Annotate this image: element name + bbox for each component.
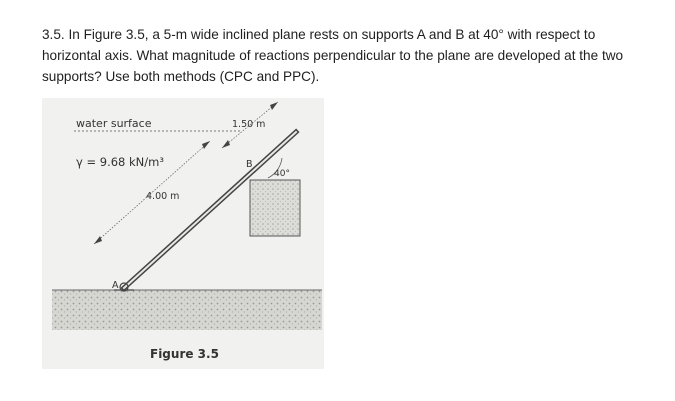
- dimension-arrow-lower-icon: [222, 140, 230, 148]
- ground: [52, 290, 322, 330]
- figure-3-5: [42, 98, 324, 369]
- dimension-arrow-start-icon: [94, 236, 102, 244]
- dimension-arrow-end-icon: [202, 141, 210, 149]
- water-surface-label: water surface: [76, 117, 152, 130]
- overhang-label: 1.50 m: [232, 119, 266, 130]
- unit-weight-label: γ = 9.68 kN/m³: [76, 155, 164, 169]
- length-label: 4.00 m: [146, 191, 180, 202]
- problem-statement: 3.5. In Figure 3.5, a 5-m wide inclined plane rests on supports A and B at 40° with respect to horizontal axis. What magnitude of reactions perpendicular to the plane are developed at the two supports? Use both methods (CPC and PPC).: [42, 27, 624, 84]
- support-b-label: B: [246, 159, 253, 170]
- dimension-arrow-upper-icon: [270, 102, 278, 110]
- figure-drawing: [42, 98, 324, 369]
- angle-label: 40°: [274, 169, 290, 179]
- support-a-label: A: [112, 280, 119, 291]
- support-block-b: [250, 180, 300, 236]
- figure-caption: Figure 3.5: [150, 347, 219, 361]
